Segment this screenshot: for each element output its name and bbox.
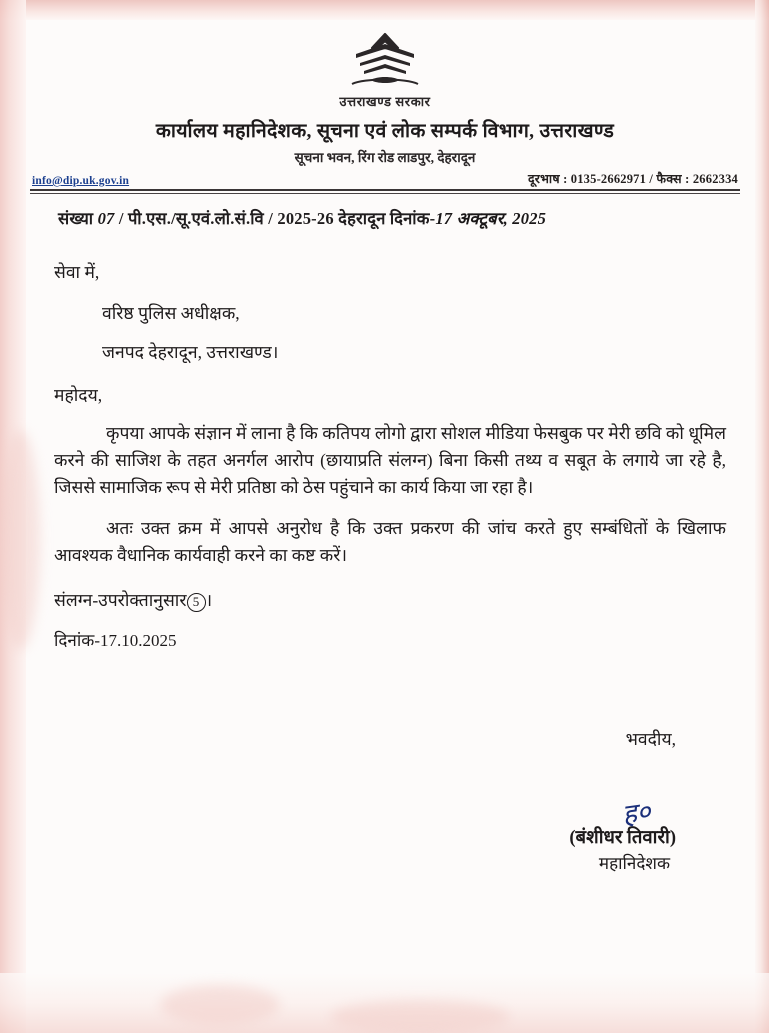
uttarakhand-government-emblem-icon	[344, 30, 426, 90]
government-name: उत्तराखण्ड सरकार	[339, 94, 431, 109]
enclosure-count: 5	[187, 593, 206, 612]
body-paragraph-2: अतः उक्त क्रम में आपसे अनुरोध है कि उक्त प्रकरण की जांच करते हुए सम्बंधितों के खिलाफ आवश्यक वैधानिक कार्यवाही करने का कष्ट करें।	[54, 517, 726, 565]
email-address: info@dip.uk.gov.in	[32, 175, 130, 187]
header-divider	[30, 193, 740, 194]
reference-date: 17 अक्टूबर, 2025	[435, 209, 547, 228]
addressee-line-1: वरिष्ठ पुलिस अधीक्षक,	[102, 303, 240, 324]
letter-body	[30, 259, 740, 655]
to-label: सेवा में,	[54, 262, 100, 282]
salutation: महोदय,	[54, 385, 103, 406]
reference-prefix: संख्या	[58, 209, 94, 228]
reference-sep-1: /	[118, 209, 124, 228]
reference-sep-2: /	[268, 209, 274, 228]
body-paragraph-1: कृपया आपके संज्ञान में लाना है कि कतिपय लोगो द्वारा सोशल मीडिया फेसबुक पर मेरी छवि को धूमिल करने की साजिश के तहत अनर्गल आरोप (छायाप्रति संलग्न) बिना किसी तथ्य व सबूत के लगाये जा रहे है, जिससे सामाजिक रूप से मेरी प्रतिष्ठा को ठेस पहुंचाने का कार्य किया जा रहा है।	[54, 422, 726, 497]
office-address: सूचना भवन, रिंग रोड लाडपुर, देहरादून	[294, 150, 476, 165]
scan-tint-right	[755, 0, 769, 1033]
reference-dept-code: पी.एस./सू.एवं.लो.सं.वि	[127, 209, 264, 228]
signatory-designation: महानिदेशक	[598, 853, 670, 873]
letter-content	[30, 8, 740, 1018]
addressee-line-2: जनपद देहरादून, उत्तराखण्ड।	[102, 342, 279, 363]
contact-row	[30, 170, 740, 191]
phone-fax: दूरभाष : 0135-2662971 / फैक्स : 2662334	[527, 172, 738, 186]
handwritten-signature: ह०	[619, 795, 653, 830]
reference-number: 07	[97, 209, 115, 228]
signature-block	[30, 727, 740, 874]
letterhead	[30, 8, 740, 194]
enclosure-suffix: ।	[205, 590, 213, 611]
reference-date-label: दिनांक-	[389, 209, 436, 228]
enclosure-prefix: संलग्न-उपरोक्तानुसार	[54, 590, 187, 611]
letter-date: दिनांक-17.10.2025	[54, 631, 177, 651]
signatory-name: (बंशीधर तिवारी)	[569, 827, 676, 848]
closing-salutation: भवदीय,	[625, 728, 676, 749]
enclosure-line	[54, 587, 726, 614]
reference-place: देहरादून	[338, 209, 386, 228]
reference-line	[30, 206, 740, 229]
reference-year: 2025-26	[277, 209, 334, 228]
office-name: कार्यालय महानिदेशक, सूचना एवं लोक सम्पर्क विभाग, उत्तराखण्ड	[155, 121, 615, 142]
